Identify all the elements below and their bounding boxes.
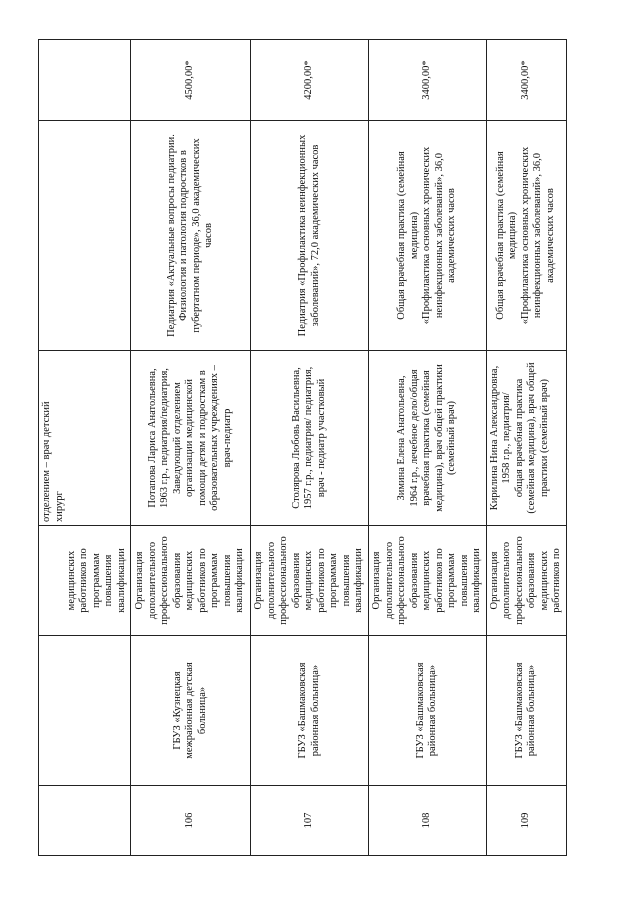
price: 4500,00* xyxy=(131,40,251,121)
training-table xyxy=(38,39,567,856)
person-info: Столярова Любовь Васильевна, 1957 г.р., педиатрия/ педиатрия, врач - педиатр участковый xyxy=(251,351,369,526)
program-info: Общая врачебная практика (семейная медицина) «Профилактика основных хронических неинфекционных заболеваний», 36,0 академических часов xyxy=(369,121,487,351)
row-number xyxy=(39,786,131,856)
hospital-name xyxy=(39,636,131,786)
price xyxy=(39,40,131,121)
program-info: Общая врачебная практика (семейная медицина) «Профилактика основных хронических неинфекционных заболеваний», 36,0 академических часов xyxy=(486,121,566,351)
price: 3400,00* xyxy=(486,40,566,121)
row-number: 108 xyxy=(369,786,487,856)
table-row xyxy=(39,40,131,856)
row-number: 109 xyxy=(486,786,566,856)
hospital-name: ГБУЗ «Башмаковская районная больница» xyxy=(369,636,487,786)
organization-type: медицинских работников по программам повышения квалификации xyxy=(39,526,131,636)
hospital-name: ГБУЗ «Башмаковская районная больница» xyxy=(486,636,566,786)
organization-type: Организация дополнительного профессионального образования медицинских работников по xyxy=(486,526,566,636)
program-info xyxy=(39,121,131,351)
organization-type: Организация дополнительного профессионального образования медицинских работников по программам повышения квалификации xyxy=(369,526,487,636)
organization-type: Организация дополнительного профессионального образования медицинских работников по программам повышения квалификации xyxy=(131,526,251,636)
table-row xyxy=(486,40,566,856)
table-row xyxy=(369,40,487,856)
person-info: отделением – врач детский хирург xyxy=(39,351,131,526)
program-info: Педиатрия «Актуальные вопросы педиатрии. Физиология и патология подростков в пубертатном периоде», 36,0 академических часов xyxy=(131,121,251,351)
table-row xyxy=(251,40,369,856)
row-number: 106 xyxy=(131,786,251,856)
row-number: 107 xyxy=(251,786,369,856)
table-row xyxy=(131,40,251,856)
person-info: Кирилина Нина Александровна, 1958 г.р., педиатрия/ общая врачебная практика (семейная медицина), врач общей практики (семейный врач) xyxy=(486,351,566,526)
price: 4200,00* xyxy=(251,40,369,121)
program-info: Педиатрия «Профилактика неинфекционных заболеваний», 72,0 академических часов xyxy=(251,121,369,351)
rotated-table-sheet xyxy=(38,40,562,856)
organization-type: Организация дополнительного профессионального образования медицинских работников по программам повышения квалификации xyxy=(251,526,369,636)
hospital-name: ГБУЗ «Башмаковская районная больница» xyxy=(251,636,369,786)
hospital-name: ГБУЗ «Кузнецкая межрайонная детская больница» xyxy=(131,636,251,786)
price: 3400,00* xyxy=(369,40,487,121)
person-info: Зимина Елена Анатольевна, 1964 г.р., лечебное дело/общая врачебная практика (семейная медицина), врач общей практики (семейный врач) xyxy=(369,351,487,526)
person-info: Потапова Лариса Анатольевна, 1963 г.р., педиатрия/педиатрия, Заведующий отделением организации медицинской помощи детям и подросткам в образовательных учреждениях – врач-педиатр xyxy=(131,351,251,526)
